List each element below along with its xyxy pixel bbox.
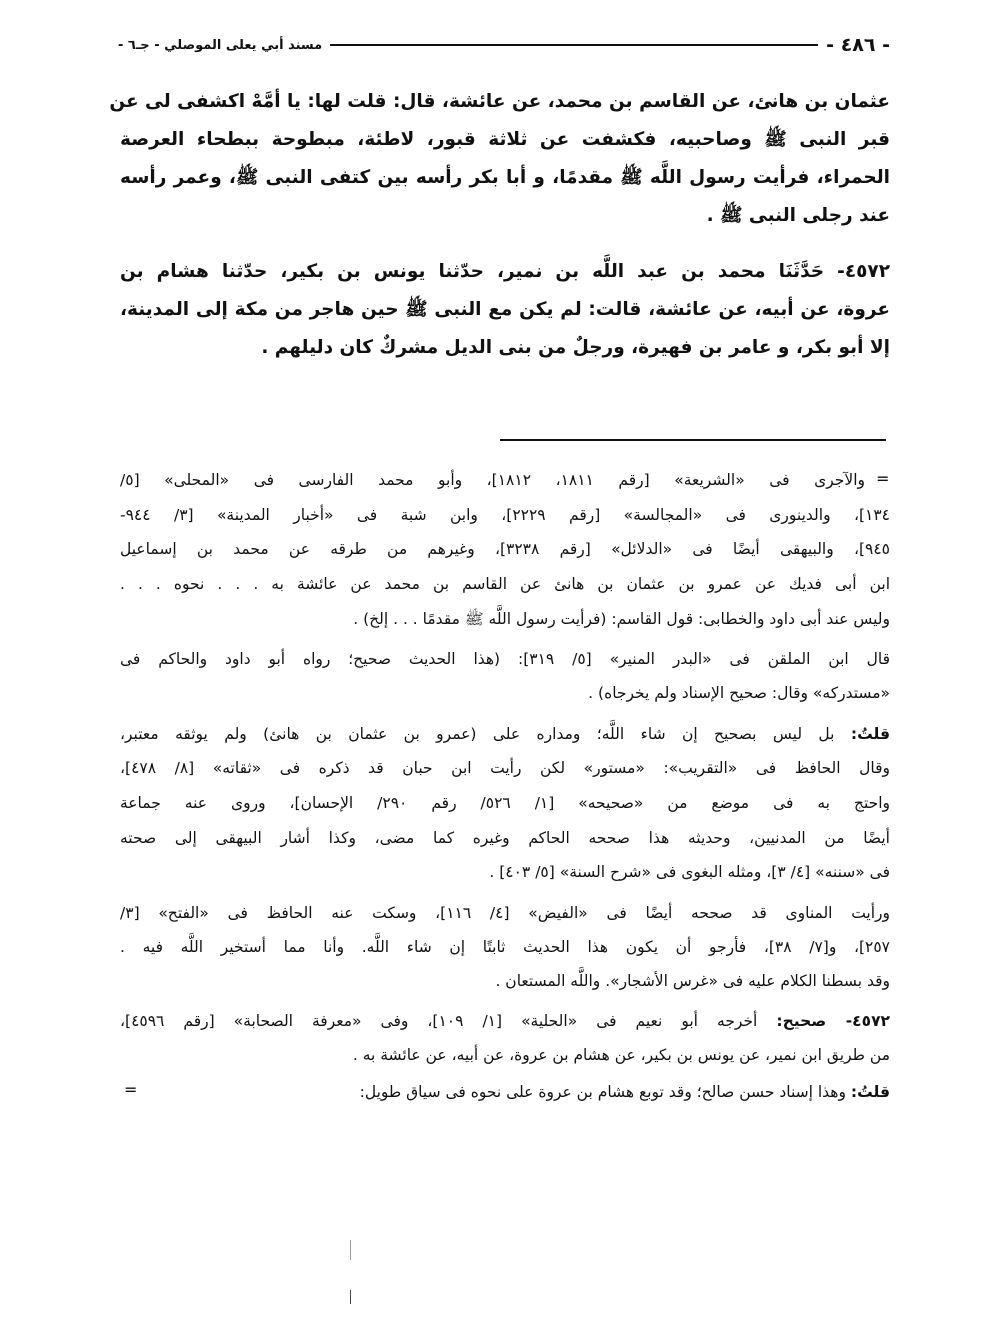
footnote-line: ورأيت المناوى قد صححه أيضًا فى «الفيض» [٤/ ١١٦]، وسكت عنه الحافظ فى «الفتح» [٣/ (120, 904, 891, 922)
text-line: الحمراء، فرأيت رسول اللَّه ﷺ مقدمًا، و أبا بكر رأسه بين كتفى النبى ﷺ، وعمر رأسه (120, 167, 890, 188)
text-line: إلا أبو بكر، و عامر بن فهيرة، ورجلٌ من بنى الديل مشركٌ كان دليلهم . (261, 337, 890, 358)
footnote-line (120, 720, 890, 748)
footnote-line: ١٣٤]، والدينورى فى «المجالسة» [رقم ٢٢٢٩]، وابن شبة فى «أخبار المدينة» [٣/ ٩٤٤- (120, 506, 890, 524)
hadith-4572-line (120, 257, 890, 287)
text-line: عثمان بن هانئ، عن القاسم بن محمد، عن عائشة، قال: قلت لها: يا أمَّهْ اكشفى لى عن (109, 91, 890, 112)
continuation-mark: = (876, 469, 890, 488)
footnote-line: وليس عند أبى داود والخطابى: قول القاسم: (فرأيت رسول اللَّه ﷺ مقدمًا . . . إلخ) . (353, 610, 890, 628)
hadith-text: محمد بن عبد اللَّه بن نمير، حدّثنا يونس بن بكير، حدّثنا هشام بن (120, 261, 766, 282)
footnote-line: فى «سننه» [٤/ ٣]، ومثله البغوى فى «شرح السنة» [٥/ ٤٠٣] . (489, 863, 890, 881)
footnote-separator (500, 439, 886, 441)
qultu-label: قلتُ: (850, 1083, 890, 1101)
footnote-line (150, 1078, 890, 1106)
footnote-text: بل ليس بصحيح إن شاء اللَّه؛ ومداره على (عمرو بن عثمان بن هانئ) ولم يوثقه معتبر، (120, 725, 835, 743)
scan-artifact (350, 1290, 351, 1304)
footnote-line: واحتج به فى موضع من «صحيحه» [١/ ٥٢٦/ رقم ٢٩٠/ الإحسان]، وروى عنه جماعة (120, 794, 890, 812)
hadith-number: ٤٥٧٢- (837, 261, 890, 282)
footnote-line: وقال الحافظ فى «التقريب»: «مستور» لكن رأيت ابن حبان قد ذكره فى «ثقاته» [٨/ ٤٧٨]، (120, 759, 890, 777)
footnote-line: ابن أبى فديك عن عمرو بن عثمان بن هانئ عن القاسم بن محمد عن عائشة به . . . نحوه . . . (120, 575, 890, 593)
footnote-line: ٢٥٧]، و[٧/ ٣٨]، فأرجو أن يكون هذا الحديث ثابتًا إن شاء اللَّه. وأنا مما أستخير اللَّه فيه . (120, 938, 890, 956)
footnote-line: ٩٤٥]، والبيهقى أيضًا فى «الدلائل» [رقم ٣٢٣٨]، وغيرهم من طرقه عن محمد بن إسماعيل (120, 540, 891, 558)
continuation-mark: = (124, 1080, 138, 1099)
footnote-text: أخرجه أبو نعيم فى «الحلية» [١/ ١٠٩]، وفى «معرفة الصحابة» [رقم ٤٥٩٦]، (120, 1012, 758, 1030)
text-line: قبر النبى ﷺ وصاحبيه، فكشفت عن ثلاثة قبور، لاطئة، مبطوحة ببطحاء العرصة (120, 129, 890, 150)
footnote-line: أيضًا من المدنيين، وحديثه هذا صححه الحاكم وغيره كما مضى، وكذا أشار البيهقى إلى صحته (120, 829, 890, 847)
header-rule (330, 44, 818, 46)
footnote-line: والآجرى فى «الشريعة» [رقم ١٨١١، ١٨١٢]، وأبو محمد الفارسى فى «المحلى» [٥/ (120, 471, 865, 489)
qultu-label: قلتُ: (850, 725, 890, 743)
text-line: عروة، عن أبيه، عن عائشة، قالت: لم يكن مع النبى ﷺ حين هاجر من مكة إلى المدينة، (120, 299, 890, 320)
running-header (118, 32, 890, 58)
footnote-line: قال ابن الملقن فى «البدر المنير» [٥/ ٣١٩]: (هذا الحديث صحيح؛ رواه أبو داود والحاكم فى (120, 650, 891, 668)
footnote-line (120, 1007, 890, 1035)
book-title: مسند أبي يعلى الموصلي - جـ٦ - (118, 37, 323, 53)
text-line: عند رجلى النبى ﷺ . (706, 205, 890, 226)
footnote-line: من طريق ابن نمير، عن يونس بن بكير، عن هشام بن عروة، عن أبيه، عن عائشة به . (352, 1046, 890, 1064)
page-number: - ٤٨٦ - (826, 34, 890, 56)
footnote-line: وقد بسطنا الكلام عليه فى «غرس الأشجار». واللَّه المستعان . (495, 972, 890, 990)
footnote-text: وهذا إسناد حسن صالح؛ وقد توبع هشام بن عروة على نحوه فى سياق طويل: (359, 1083, 846, 1101)
scan-artifact (350, 1240, 351, 1260)
hadith-opening: حَدَّثَنَا (778, 261, 825, 282)
footnote-line: «مستدركه» وقال: صحيح الإسناد ولم يخرجاه) . (588, 684, 890, 702)
takhrij-label: ٤٥٧٢- صحيح: (776, 1012, 890, 1030)
